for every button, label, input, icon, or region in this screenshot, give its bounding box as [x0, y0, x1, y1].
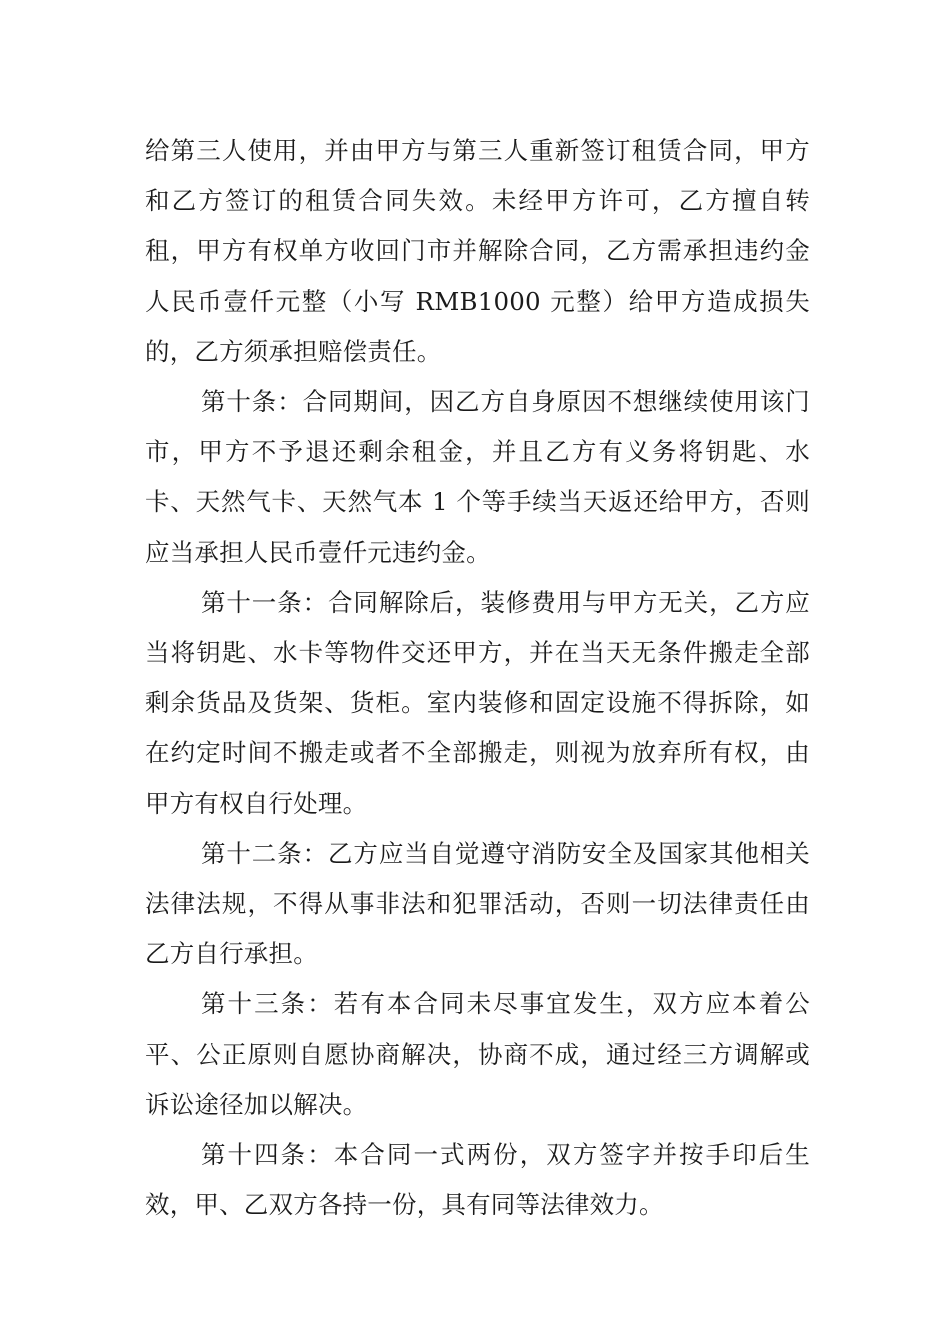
paragraph-article-14: 第十四条：本合同一式两份，双方签字并按手印后生效，甲、乙双方各持一份，具有同等法律效力。: [145, 1140, 810, 1220]
paragraph-article-13: 第十三条：若有本合同未尽事宜发生，双方应本着公平、公正原则自愿协商解决，协商不成，通过经三方调解或诉讼途径加以解决。: [145, 989, 810, 1119]
paragraph-continuation: 给第三人使用，并由甲方与第三人重新签订租赁合同，甲方和乙方签订的租赁合同失效。未经甲方许可，乙方擅自转租，甲方有权单方收回门市并解除合同，乙方需承担违约金人民币壹仟元整（小写 RMB1000 元整）给甲方造成损失的，乙方须承担赔偿责任。: [145, 136, 810, 366]
paragraph-article-10: 第十条：合同期间，因乙方自身原因不想继续使用该门市，甲方不予退还剩余租金，并且乙方有义务将钥匙、水卡、天然气卡、天然气本 1 个等手续当天返还给甲方，否则应当承担人民币壹仟元违约金。: [145, 387, 810, 567]
paragraph-article-11: 第十一条：合同解除后，装修费用与甲方无关，乙方应当将钥匙、水卡等物件交还甲方，并在当天无条件搬走全部剩余货品及货架、货柜。室内装修和固定设施不得拆除，如在约定时间不搬走或者不全部搬走，则视为放弃所有权，由甲方有权自行处理。: [145, 587, 810, 818]
paragraph-article-12: 第十二条：乙方应当自觉遵守消防安全及国家其他相关法律法规，不得从事非法和犯罪活动，否则一切法律责任由乙方自行承担。: [145, 838, 810, 969]
document-body: [145, 126, 810, 1230]
